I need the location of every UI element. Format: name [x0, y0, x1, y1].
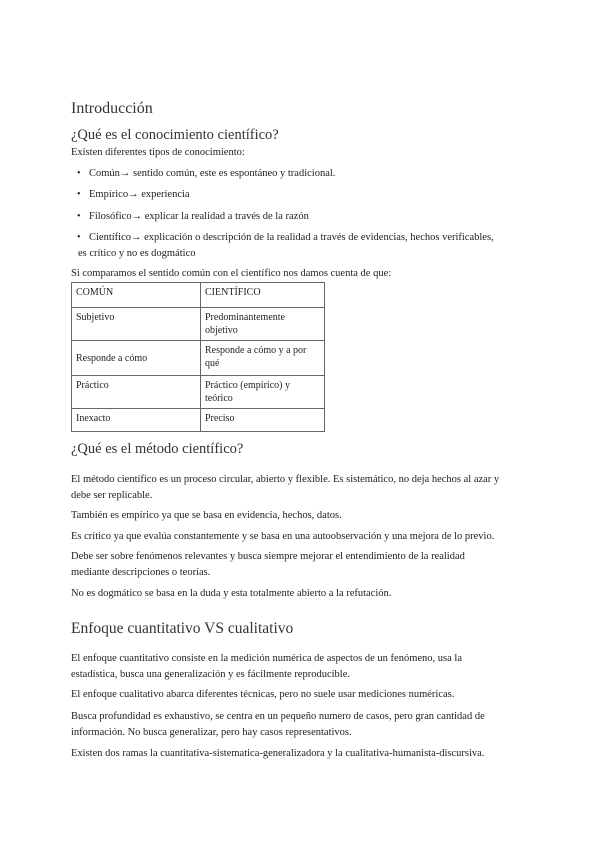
- section3-heading: Enfoque cuantitativo VS cualitativo: [71, 620, 294, 637]
- table-header-cell: CIENTÍFICO: [201, 283, 325, 308]
- table-cell: Práctico (empírico) y teórico: [201, 376, 325, 409]
- table-row: [72, 409, 325, 432]
- table-cell: Práctico: [72, 376, 201, 409]
- table-row: [72, 308, 325, 341]
- paragraph: Busca profundidad es exhaustivo, se centra en un pequeño numero de casos, pero gran cantidad de información. No busca generalizar, pero hay casos representativos.: [71, 711, 485, 738]
- table-header-row: [72, 283, 325, 308]
- paragraph: El método científico es un proceso circular, abierto y flexible. Es sistemático, no deja hechos al azar y debe ser replicable.: [71, 474, 500, 501]
- paragraph: Debe ser sobre fenómenos relevantes y busca siempre mejorar el entendimiento de la realidad mediante descripciones o teorías.: [71, 551, 465, 578]
- table-row: [72, 341, 325, 376]
- section1-heading: ¿Qué es el conocimiento científico?: [71, 127, 279, 143]
- list-item: • Empírico→ experiencia: [89, 187, 190, 203]
- bullet-icon: •: [77, 189, 81, 200]
- table-cell: Subjetivo: [72, 308, 201, 341]
- table-row: [72, 376, 325, 409]
- table-cell: Preciso: [201, 409, 325, 432]
- paragraph: No es dogmático se basa en la duda y esta totalmente abierto a la refutación.: [71, 588, 392, 599]
- paragraph: Es crítico ya que evalúa constantemente y se basa en una autoobservación y una mejora de lo previo.: [71, 531, 495, 542]
- section2-heading: ¿Qué es el método científico?: [71, 441, 244, 457]
- bullet-icon: •: [77, 211, 81, 222]
- paragraph: El enfoque cualitativo abarca diferentes técnicas, pero no suele usar mediciones numéricas.: [71, 689, 455, 700]
- paragraph: Existen dos ramas la cuantitativa-sistematica-generalizadora y la cualitativa-humanista-discursiva.: [71, 748, 485, 759]
- table-cell: Predominantemente objetivo: [201, 308, 325, 341]
- intro-title: Introducción: [71, 100, 153, 117]
- section1-lead: Existen diferentes tipos de conocimiento:: [71, 147, 245, 158]
- table-header-cell: COMÚN: [72, 283, 201, 308]
- list-item: • Científico→ explicación o descripción de la realidad a través de evidencias, hechos verificables,: [89, 230, 529, 246]
- paragraph: El enfoque cuantitativo consiste en la medición numérica de aspectos de un fenómeno, usa la estadística, busca una generalización y es fácilmente reproducible.: [71, 653, 462, 680]
- compare-intro: Si comparamos el sentido común con el científico nos damos cuenta de que:: [71, 268, 392, 279]
- bullet-icon: •: [77, 232, 81, 243]
- comparison-table: [71, 282, 325, 432]
- paragraph: También es empírico ya que se basa en evidencia, hechos, datos.: [71, 510, 342, 521]
- list-item-continuation: es crítico y no es dogmático: [78, 248, 196, 259]
- table-cell: Responde a cómo y a por qué: [201, 341, 325, 376]
- bullet-icon: •: [77, 168, 81, 179]
- list-item: • Común→ sentido común, este es espontáneo y tradicional.: [89, 166, 335, 182]
- table-cell: Inexacto: [72, 409, 201, 432]
- list-item: • Filosófico→ explicar la realidad a través de la razón: [89, 209, 309, 225]
- table-cell: Responde a cómo: [72, 341, 201, 376]
